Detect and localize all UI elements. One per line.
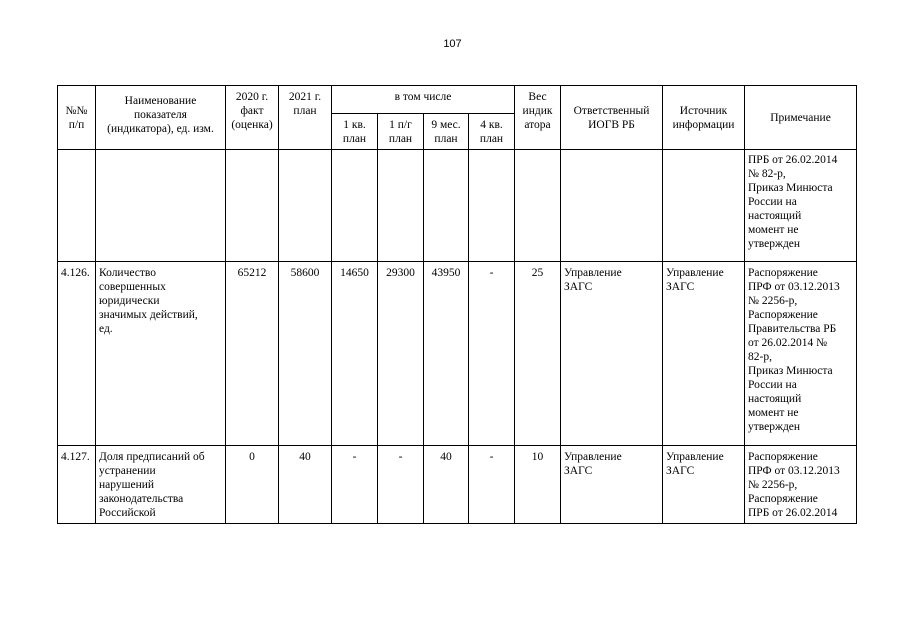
row-h1 (378, 150, 424, 262)
header-q1: 1 кв. план (332, 114, 378, 150)
header-note: Примечание (745, 86, 857, 150)
row-q1 (332, 150, 378, 262)
row-q4: - (469, 262, 515, 446)
row-num (58, 150, 96, 262)
table-row (58, 150, 857, 262)
row-h1: - (378, 446, 424, 524)
row-source: Управление ЗАГС (663, 446, 745, 524)
header-weight: Вес индик атора (515, 86, 561, 150)
header-m9: 9 мес. план (424, 114, 469, 150)
header-including: в том числе (332, 86, 515, 114)
row-name (96, 150, 226, 262)
header-fact2020: 2020 г. факт (оценка) (226, 86, 279, 150)
header-h1: 1 п/г план (378, 114, 424, 150)
row-note: Распоряжение ПРФ от 03.12.2013 № 2256-р, Распоряжение Правительства РБ от 26.02.2014 № 82-р, Приказ Минюста России на настоящий момент не утвержден (745, 262, 857, 446)
row-q4: - (469, 446, 515, 524)
table-row (58, 446, 857, 524)
row-weight (515, 150, 561, 262)
row-m9 (424, 150, 469, 262)
header-plan2021: 2021 г. план (279, 86, 332, 150)
row-note: ПРБ от 26.02.2014 № 82-р, Приказ Минюста России на настоящий момент не утвержден (745, 150, 857, 262)
row-source: Управление ЗАГС (663, 262, 745, 446)
row-responsible (561, 150, 663, 262)
row-m9: 43950 (424, 262, 469, 446)
row-num: 4.126. (58, 262, 96, 446)
header-source: Источник информации (663, 86, 745, 150)
row-source (663, 150, 745, 262)
row-weight: 25 (515, 262, 561, 446)
row-plan2021: 40 (279, 446, 332, 524)
row-weight: 10 (515, 446, 561, 524)
row-h1: 29300 (378, 262, 424, 446)
header-num: №№ п/п (58, 86, 96, 150)
header-q4: 4 кв. план (469, 114, 515, 150)
table-row (58, 262, 857, 446)
row-note: Распоряжение ПРФ от 03.12.2013 № 2256-р, Распоряжение ПРБ от 26.02.2014 (745, 446, 857, 524)
row-responsible: Управление ЗАГС (561, 446, 663, 524)
row-num: 4.127. (58, 446, 96, 524)
row-plan2021 (279, 150, 332, 262)
row-fact2020 (226, 150, 279, 262)
row-q1: - (332, 446, 378, 524)
row-plan2021: 58600 (279, 262, 332, 446)
row-fact2020: 0 (226, 446, 279, 524)
page-number: 107 (443, 38, 462, 50)
header-responsible: Ответственный ИОГВ РБ (561, 86, 663, 150)
header-name: Наименование показателя (индикатора), ед. изм. (96, 86, 226, 150)
row-name: Доля предписаний об устранении нарушений законодательства Российской (96, 446, 226, 524)
row-q1: 14650 (332, 262, 378, 446)
row-q4 (469, 150, 515, 262)
row-m9: 40 (424, 446, 469, 524)
row-fact2020: 65212 (226, 262, 279, 446)
indicator-table (57, 85, 857, 524)
row-responsible: Управление ЗАГС (561, 262, 663, 446)
row-name: Количество совершенных юридически значимых действий, ед. (96, 262, 226, 446)
